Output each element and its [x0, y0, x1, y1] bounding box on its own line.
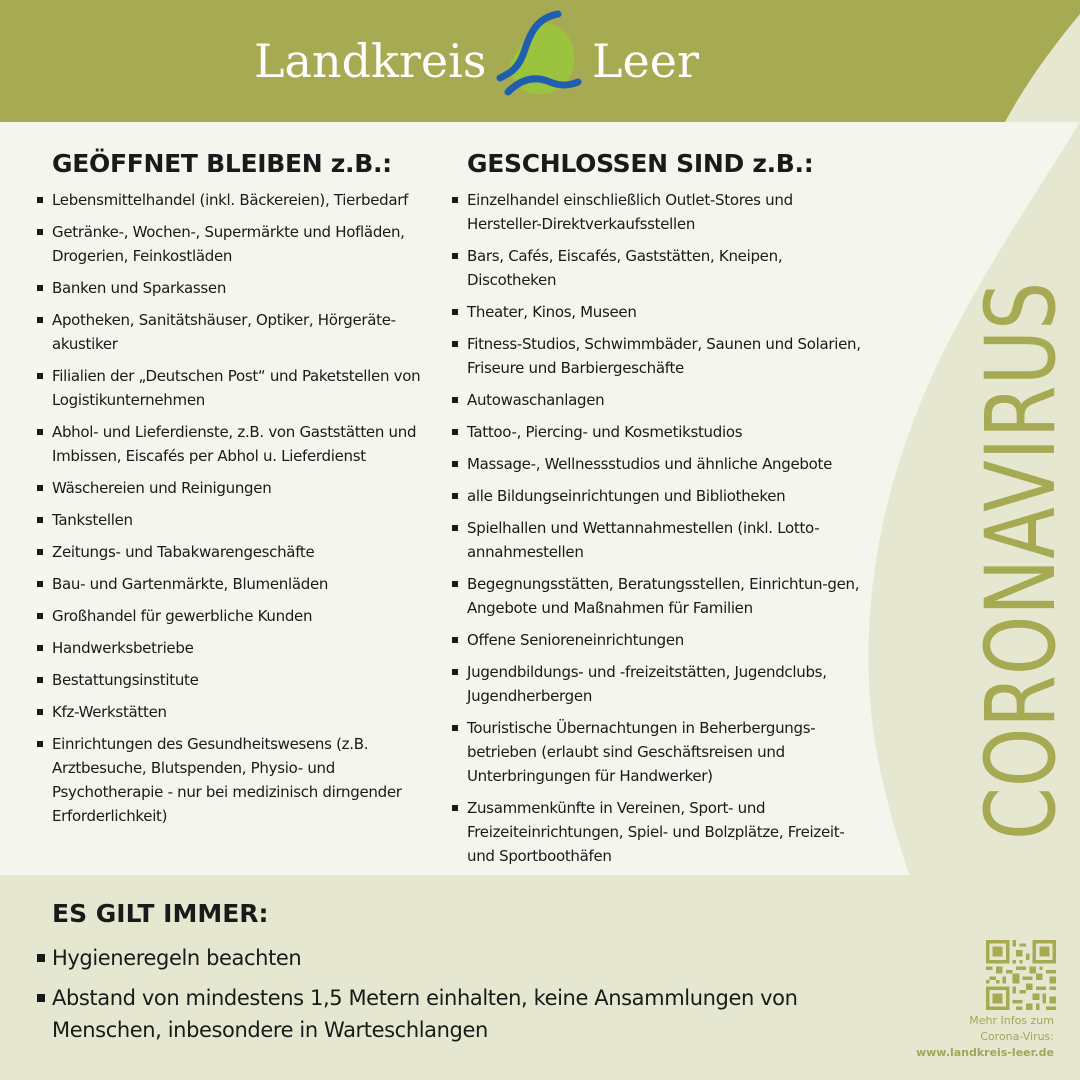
website-link[interactable]: www.landkreis-leer.de [915, 1046, 1054, 1059]
list-item: Großhandel für gewerbliche Kunden [52, 604, 444, 628]
landkreis-leer-logo-icon [496, 12, 580, 102]
closed-list [467, 188, 862, 868]
list-item: Filialien der „Deutschen Post“ und Paketstellen von Logistikunternehmen [52, 364, 444, 412]
header [0, 0, 1080, 122]
info-line: Corona-Virus: [980, 1030, 1054, 1043]
brand-name-right: Leer [592, 34, 699, 88]
list-item: Kfz-Werkstätten [52, 700, 444, 724]
always-list [52, 942, 852, 1046]
list-item: Jugendbildungs- und -freizeitstätten, Jugendclubs, Jugendherbergen [467, 660, 862, 708]
brand-name-left: Landkreis [254, 34, 487, 88]
closed-section [467, 146, 862, 876]
list-item: Spielhallen und Wettannahmestellen (inkl. Lotto-annahmestellen [467, 516, 862, 564]
list-item: Getränke-, Wochen-, Supermärkte und Hofläden, Drogerien, Feinkostläden [52, 220, 444, 268]
list-item: Autowaschanlagen [467, 388, 862, 412]
qr-code-icon[interactable] [986, 940, 1056, 1010]
list-item: Theater, Kinos, Museen [467, 300, 862, 324]
list-item: Abhol- und Lieferdienste, z.B. von Gaststätten und Imbissen, Eiscafés per Abhol u. Lieferdienst [52, 420, 444, 468]
list-item: Offene Senioreneinrichtungen [467, 628, 862, 652]
open-list [52, 188, 444, 828]
list-item: Fitness-Studios, Schwimmbäder, Saunen und Solarien, Friseure und Barbiergeschäfte [467, 332, 862, 380]
always-section [52, 896, 852, 1054]
open-heading: GEÖFFNET BLEIBEN z.B.: [52, 149, 392, 178]
closed-heading: GESCHLOSSEN SIND z.B.: [467, 149, 814, 178]
list-item: Wäschereien und Reinigungen [52, 476, 444, 500]
list-item: Bars, Cafés, Eiscafés, Gaststätten, Kneipen, Discotheken [467, 244, 862, 292]
list-item: Tankstellen [52, 508, 444, 532]
side-title [965, 131, 1077, 842]
info-line: Mehr Infos zum [969, 1014, 1054, 1027]
list-item: Begegnungsstätten, Beratungsstellen, Einrichtun-gen, Angebote und Maßnahmen für Familien [467, 572, 862, 620]
list-item: Abstand von mindestens 1,5 Metern einhalten, keine Ansammlungen von Menschen, inbesondere in Warteschlangen [52, 982, 852, 1046]
list-item: Touristische Übernachtungen in Beherbergungs-betrieben (erlaubt sind Geschäftsreisen und Unterbringungen für Handwerker) [467, 716, 862, 788]
list-item: Handwerksbetriebe [52, 636, 444, 660]
list-item: Bestattungsinstitute [52, 668, 444, 692]
list-item: alle Bildungseinrichtungen und Bibliotheken [467, 484, 862, 508]
more-info [854, 1013, 1054, 1061]
list-item: Hygieneregeln beachten [52, 942, 852, 974]
list-item: Einrichtungen des Gesundheitswesens (z.B. Arztbesuche, Blutspenden, Physio- und Psychotherapie - nur bei medizinisch dirngender Erforderlichkeit) [52, 732, 444, 828]
open-section [52, 146, 444, 836]
list-item: Apotheken, Sanitätshäuser, Optiker, Hörgeräte-akustiker [52, 308, 444, 356]
always-heading: ES GILT IMMER: [52, 899, 269, 928]
list-item: Banken und Sparkassen [52, 276, 444, 300]
list-item: Massage-, Wellnessstudios und ähnliche Angebote [467, 452, 862, 476]
list-item: Lebensmittelhandel (inkl. Bäckereien), Tierbedarf [52, 188, 444, 212]
list-item: Bau- und Gartenmärkte, Blumenläden [52, 572, 444, 596]
side-title-text: CORONAVIRUS [965, 131, 1077, 840]
list-item: Zeitungs- und Tabakwarengeschäfte [52, 540, 444, 564]
list-item: Einzelhandel einschließlich Outlet-Stores und Hersteller-Direktverkaufsstellen [467, 188, 862, 236]
list-item: Tattoo-, Piercing- und Kosmetikstudios [467, 420, 862, 444]
list-item: Zusammenkünfte in Vereinen, Sport- und Freizeiteinrichtungen, Spiel- und Bolzplätze, Freizeit- und Sportboothäfen [467, 796, 862, 868]
